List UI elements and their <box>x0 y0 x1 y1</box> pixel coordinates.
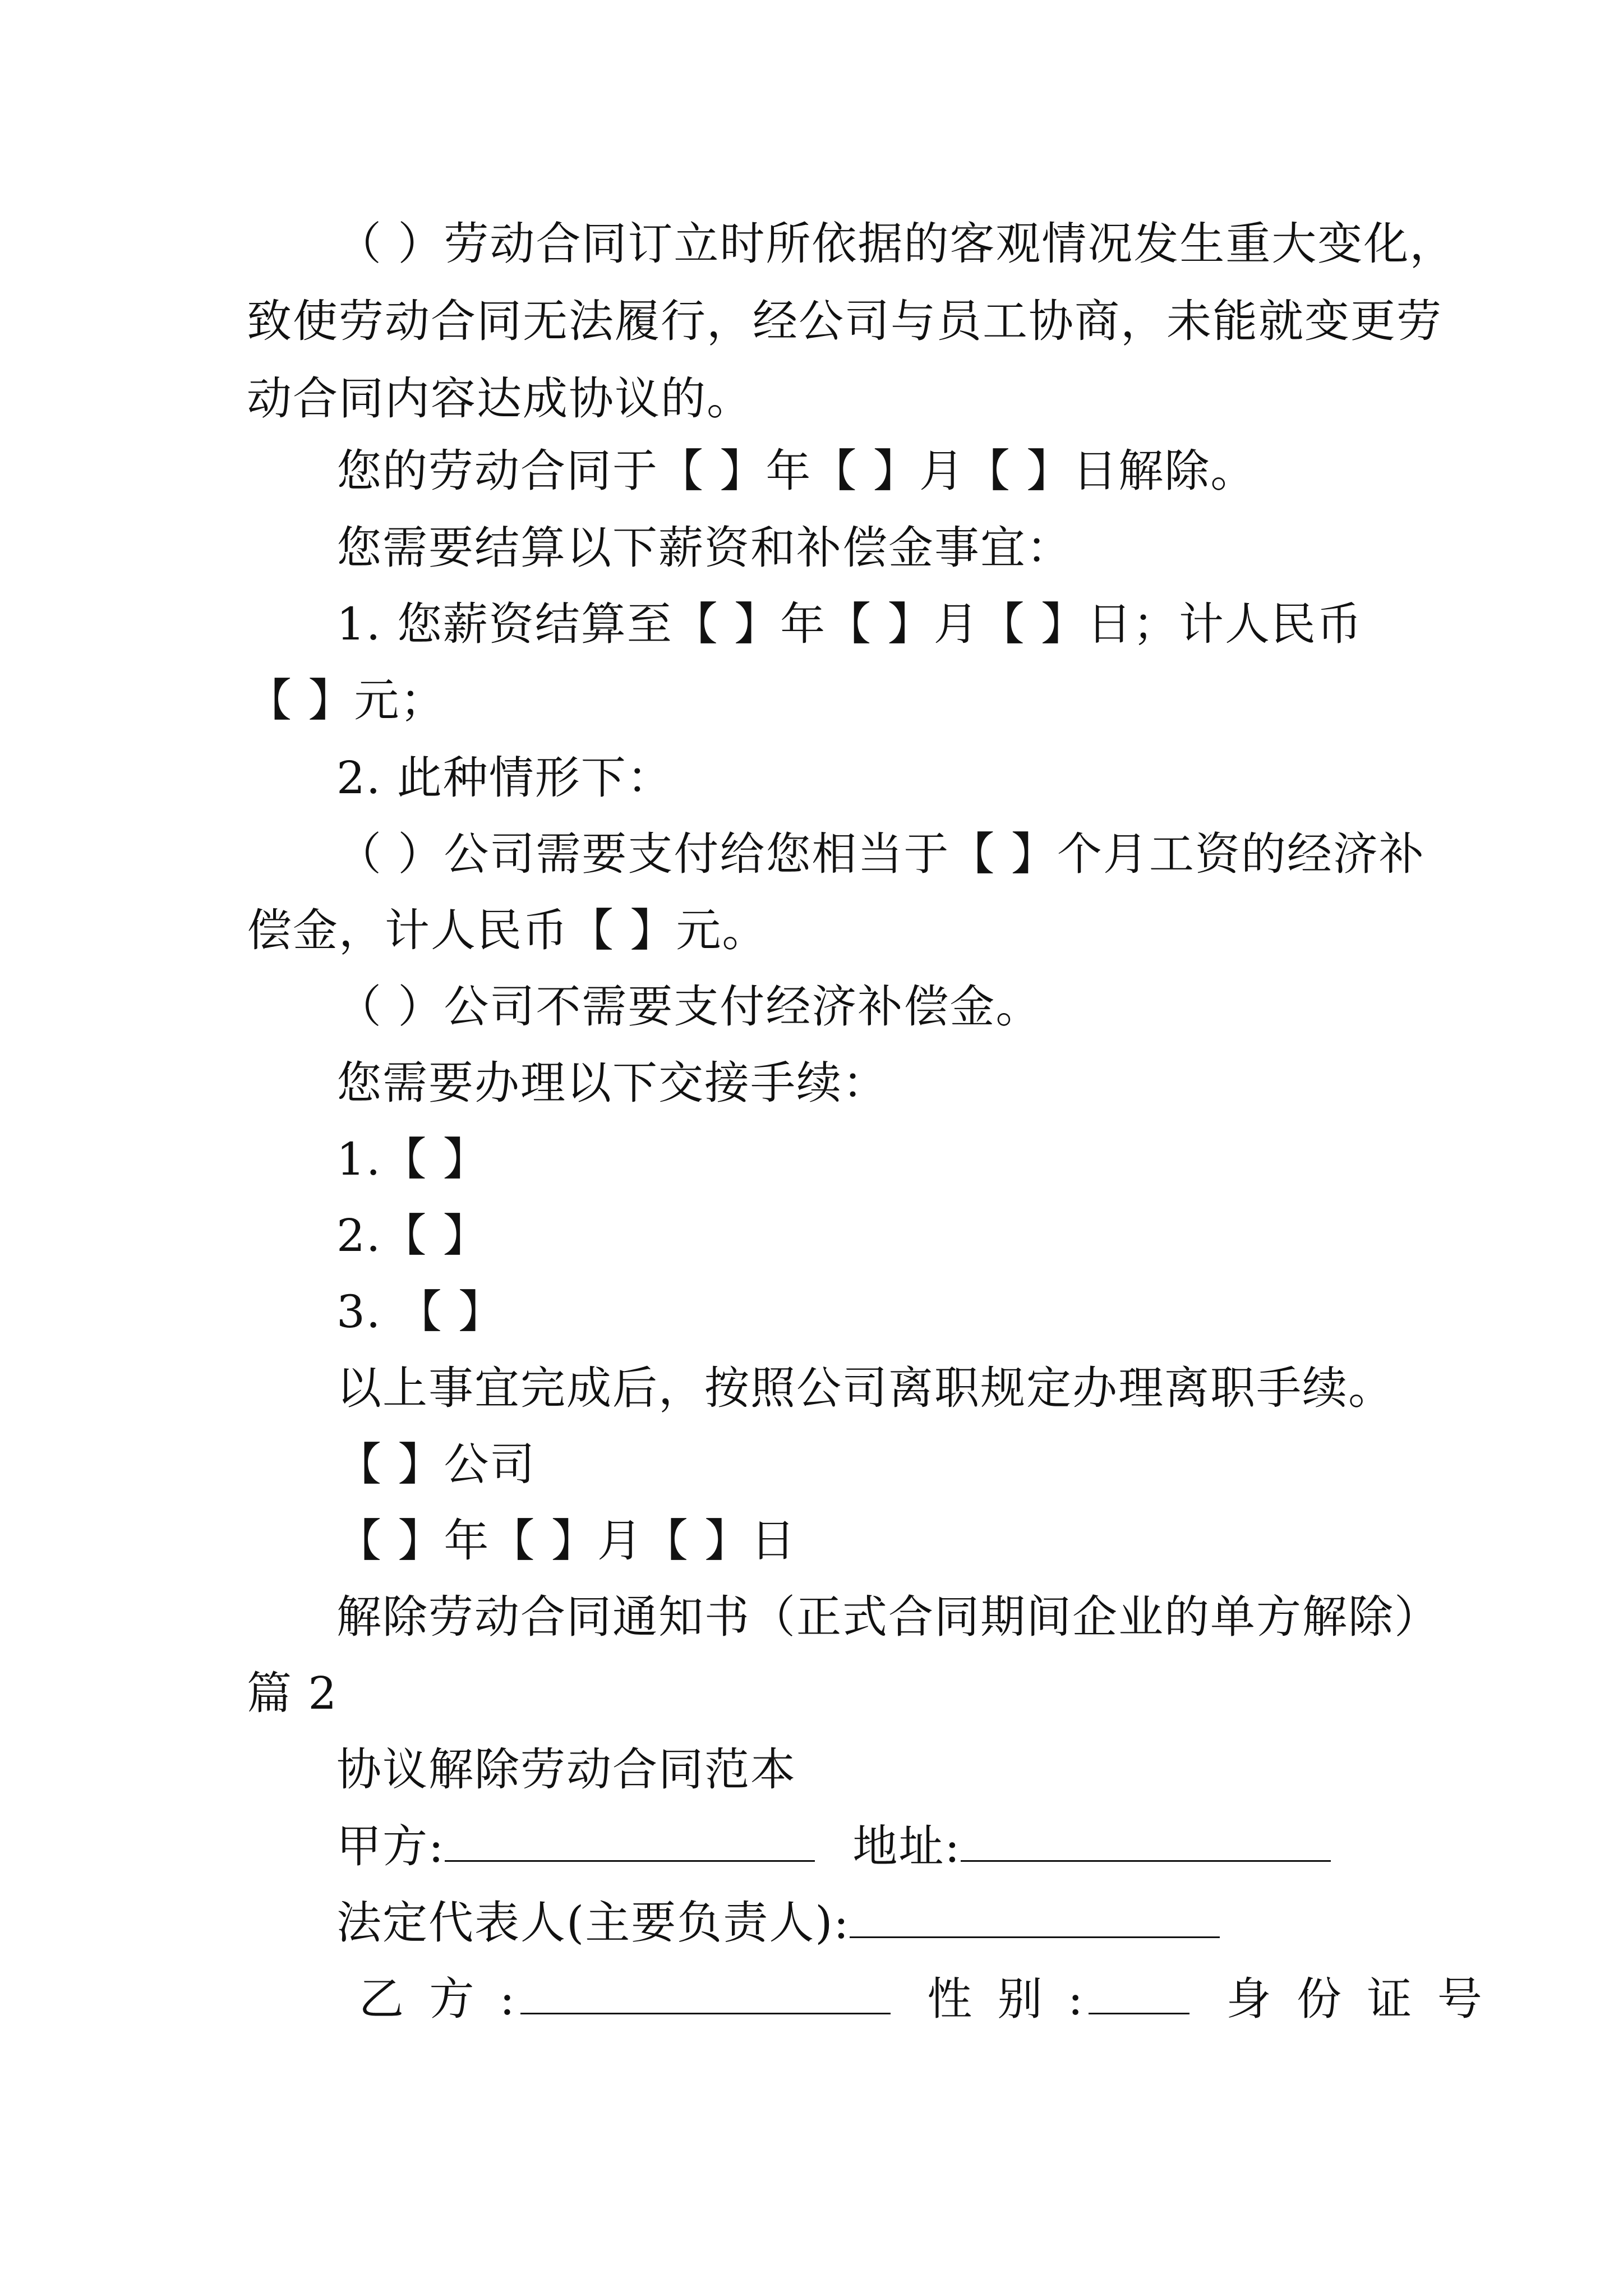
paragraph-line: 您需要结算以下薪资和补偿金事宜： <box>336 522 1072 574</box>
paragraph-line: 2. 此种情形下： <box>336 752 673 804</box>
id-label: 身 份 证 号 <box>1226 1973 1488 2025</box>
gender-blank <box>1089 1968 1189 2014</box>
party-a-row <box>336 1815 1331 1878</box>
paragraph-line: 以上事宜完成后，按照公司离职规定办理离职手续。 <box>336 1362 1394 1414</box>
agreement-title: 协议解除劳动合同范本 <box>336 1743 796 1796</box>
list-item: 3. 【 】 <box>336 1286 505 1338</box>
address-label: 地址: <box>852 1820 961 1872</box>
party-b-label: 乙 方 : <box>359 1973 520 2025</box>
legal-rep-blank <box>850 1892 1220 1938</box>
party-b-row <box>359 1968 1488 2030</box>
paragraph-line: 偿金，计人民币【 】元。 <box>247 904 768 956</box>
legal-rep-label: 法定代表人(主要负责人): <box>336 1897 850 1949</box>
party-a-label: 甲方: <box>336 1820 445 1872</box>
section-heading-suffix: 篇 2 <box>247 1667 338 1719</box>
paragraph-line: 【 】元； <box>247 674 446 726</box>
paragraph-line: 您的劳动合同于【 】年【 】月【 】日解除。 <box>336 445 1257 497</box>
list-item: 2.【 】 <box>336 1209 489 1262</box>
list-item: 1.【 】 <box>336 1133 489 1185</box>
paragraph-line: 1. 您薪资结算至【 】年【 】月【 】日；计人民币 <box>336 598 1363 650</box>
signature-company: 【 】公司 <box>336 1438 536 1490</box>
section-heading: 解除劳动合同通知书（正式合同期间企业的单方解除） <box>336 1591 1440 1643</box>
paragraph-line: （ ）劳动合同订立时所依据的客观情况发生重大变化， <box>336 218 1456 270</box>
signature-date: 【 】年【 】月【 】日 <box>336 1515 797 1567</box>
party-b-blank <box>520 1968 891 2014</box>
paragraph-line: （ ）公司不需要支付经济补偿金。 <box>336 981 1042 1033</box>
address-blank <box>961 1815 1331 1862</box>
paragraph-line: 您需要办理以下交接手续： <box>336 1057 888 1109</box>
gender-label: 性 别 : <box>927 1973 1089 2025</box>
legal-rep-row <box>336 1892 1220 1954</box>
paragraph-line: 致使劳动合同无法履行，经公司与员工协商，未能就变更劳 <box>247 295 1442 347</box>
party-a-blank <box>445 1815 815 1862</box>
paragraph-line: （ ）公司需要支付给您相当于【 】个月工资的经济补 <box>336 828 1425 880</box>
paragraph-line: 动合同内容达成协议的。 <box>247 372 753 425</box>
